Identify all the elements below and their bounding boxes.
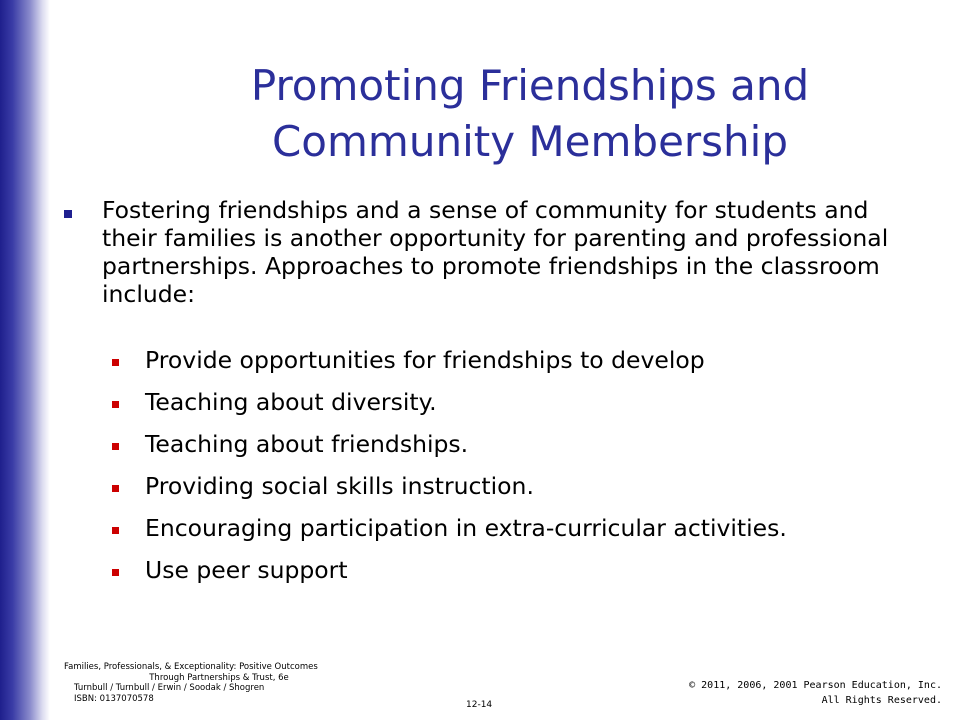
sub-bullet-item [112,384,932,426]
red-square-bullet-icon [112,443,119,450]
sub-bullet-list [112,342,932,594]
footer-copyright [689,678,942,708]
red-square-bullet-icon [112,527,119,534]
copyright-line-1: © 2011, 2006, 2001 Pearson Education, Inc. [689,680,942,691]
sub-bullet-text: Provide opportunities for friendships to develop [145,346,705,374]
red-square-bullet-icon [112,401,119,408]
copyright-line-2: All Rights Reserved. [821,695,942,706]
footer-isbn: ISBN: 0137070578 [74,693,154,704]
side-gradient-bar [0,0,50,720]
sub-bullet-text: Teaching about diversity. [145,388,437,416]
slide-title-line-1: Promoting Friendships and [250,61,810,110]
sub-bullet-text: Providing social skills instruction. [145,472,534,500]
slide-title [150,58,910,170]
footer-book-subtitle: Through Partnerships & Trust, 6e [149,672,289,683]
sub-bullet-text: Teaching about friendships. [145,430,469,458]
red-square-bullet-icon [112,359,119,366]
page-number: 12-14 [466,700,493,710]
sub-bullet-item [112,426,932,468]
red-square-bullet-icon [112,569,119,576]
red-square-bullet-icon [112,485,119,492]
slide-title-line-2: Community Membership [271,117,789,166]
sub-bullet-item [112,552,932,594]
sub-bullet-text: Encouraging participation in extra-curricular activities. [145,514,787,542]
footer-authors: Turnbull / Turnbull / Erwin / Soodak / Shogren [74,683,265,693]
sub-bullet-item [112,342,932,384]
sub-bullet-item [112,510,932,552]
square-bullet-icon [64,210,72,218]
sub-bullet-text: Use peer support [145,556,348,584]
footer-book-title: Families, Professionals, & Exceptionality: Positive Outcomes [64,662,318,672]
main-bullet-text: Fostering friendships and a sense of community for students and their families is another opportunity for parenting and professional partnerships. Approaches to promote friendships in the classroom include: [102,196,889,308]
footer-book-info [64,662,374,704]
sub-bullet-item [112,468,932,510]
